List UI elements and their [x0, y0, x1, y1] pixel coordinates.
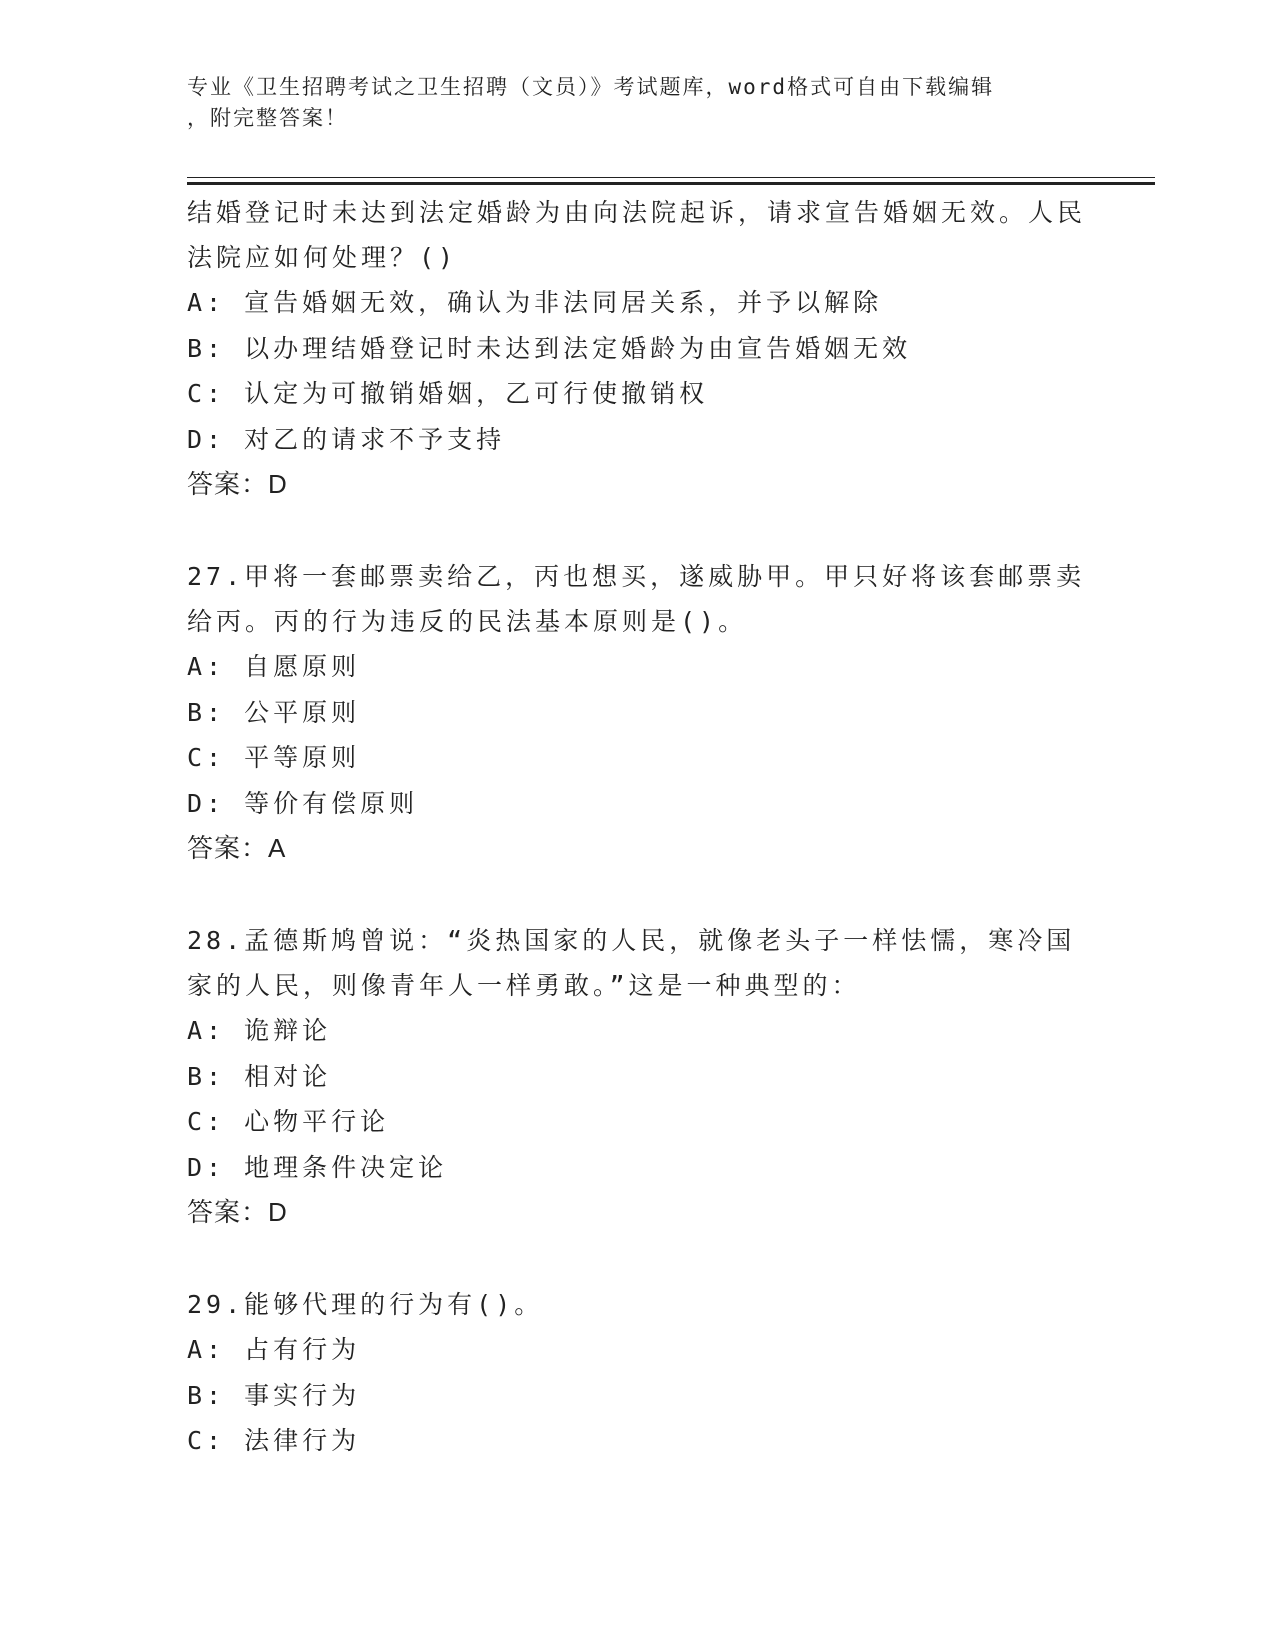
question-stem: 27.甲将一套邮票卖给乙，丙也想买，遂威胁甲。甲只好将该套邮票卖给丙。丙的行为违反的民法基本原则是()。 [187, 562, 1086, 636]
option-d: D: 对乙的请求不予支持 [187, 424, 506, 454]
option-c: C: 法律行为 [187, 1426, 361, 1455]
option-b: B: 相对论 [187, 1061, 332, 1091]
header-line-1: 专业《卫生招聘考试之卫生招聘（文员）》考试题库，word格式可自由下载编辑 [187, 75, 995, 99]
header-line-2: ，附完整答案！ [187, 106, 348, 130]
question-stem: 28.孟德斯鸠曾说：“炎热国家的人民，就像老头子一样怯懦，寒冷国家的人民，则像青年人一样勇敢。”这是一种典型的： [187, 926, 1076, 1000]
question-stem: 29.能够代理的行为有()。 [187, 1290, 544, 1319]
option-b: B: 以办理结婚登记时未达到法定婚龄为由宣告婚姻无效 [187, 333, 912, 363]
question-stem: 结婚登记时未达到法定婚龄为由向法院起诉，请求宣告婚姻无效。人民法院应如何处理？() [187, 198, 1087, 272]
option-c: C: 平等原则 [187, 743, 361, 772]
question-27 [187, 554, 1087, 871]
answer-label: 答案：D [187, 469, 288, 499]
option-a: A: 诡辩论 [187, 1016, 332, 1045]
option-d: D: 等价有偿原则 [187, 788, 419, 818]
header-divider-thick [187, 182, 1155, 185]
option-a: A: 宣告婚姻无效，确认为非法同居关系，并予以解除 [187, 288, 883, 317]
option-d: D: 地理条件决定论 [187, 1152, 448, 1182]
document-header [187, 72, 1067, 134]
answer-label: 答案：A [187, 833, 287, 863]
option-c: C: 认定为可撤销婚姻，乙可行使撤销权 [187, 379, 709, 408]
answer-label: 答案：D [187, 1197, 288, 1227]
question-list [187, 190, 1087, 1511]
option-b: B: 公平原则 [187, 697, 361, 727]
question-29 [187, 1282, 1087, 1464]
header-divider-thin [187, 177, 1155, 178]
question-28 [187, 918, 1087, 1235]
question-26 [187, 190, 1087, 507]
option-a: A: 占有行为 [187, 1335, 361, 1364]
option-b: B: 事实行为 [187, 1380, 361, 1410]
option-c: C: 心物平行论 [187, 1107, 390, 1136]
option-a: A: 自愿原则 [187, 652, 361, 681]
